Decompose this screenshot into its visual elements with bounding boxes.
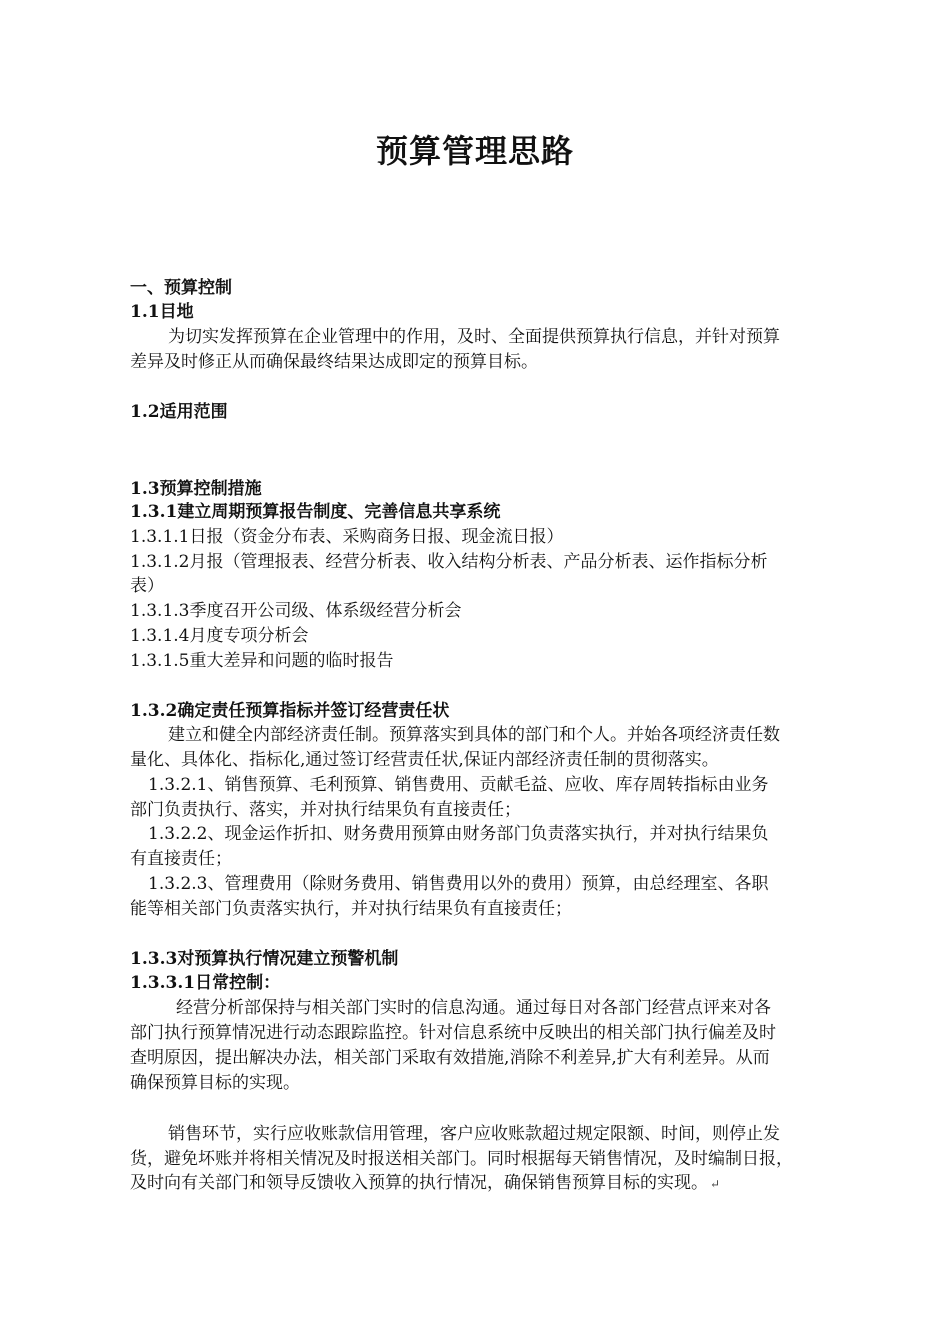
paragraph-line: 能等相关部门负责落实执行，并对执行结果负有直接责任； [130,899,572,919]
paragraph-line: 建立和健全内部经济责任制。预算落实到具体的部门和个人。并始各项经济责任数 [168,725,780,745]
subsection-heading: 1.3.3.1日常控制： [130,973,281,993]
paragraph-line: 销售环节，实行应收账款信用管理，客户应收账款超过规定限额、时间，则停止发 [168,1124,780,1144]
paragraph-line: 1.3.2.1、销售预算、毛利预算、销售费用、贡献毛益、应收、库存周转指标由业务 [148,775,769,795]
subsection-heading: 1.2适用范围 [130,402,228,422]
paragraph-line: 部门执行预算情况进行动态跟踪监控。针对信息系统中反映出的相关部门执行偏差及时 [130,1023,776,1043]
document-title: 预算管理思路 [375,132,574,170]
paragraph-line: 1.3.2.2、现金运作折扣、财务费用预算由财务部门负责落实执行，并对执行结果负 [148,824,769,844]
paragraph-line: 为切实发挥预算在企业管理中的作用，及时、全面提供预算执行信息，并针对预算 [168,327,780,347]
paragraph-text: 及时向有关部门和领导反馈收入预算的执行情况，确保销售预算目标的实现。 [130,1173,708,1193]
subsection-heading: 1.3预算控制措施 [130,479,262,499]
subsection-heading: 1.3.2确定责任预算指标并签订经营责任状 [130,701,450,721]
paragraph-line [130,1171,865,1196]
list-item: 1.3.1.3季度召开公司级、体系级经营分析会 [130,601,462,621]
list-item: 1.3.1.2月报（管理报表、经营分析表、收入结构分析表、产品分析表、运作指标分析 [130,552,768,572]
list-item: 1.3.1.5重大差异和问题的临时报告 [130,651,394,671]
list-item: 1.3.1.4月度专项分析会 [130,626,309,646]
section-heading: 一、预算控制 [130,278,232,298]
paragraph-line: 货，避免坏账并将相关情况及时报送相关部门。同时根据每天销售情况，及时编制日报， [130,1149,793,1169]
list-item: 表） [130,576,164,596]
paragraph-line: 查明原因，提出解决办法，相关部门采取有效措施,消除不利差异,扩大有利差异。从而 [130,1048,770,1068]
paragraph-line: 确保预算目标的实现。 [130,1073,300,1093]
paragraph-line: 量化、具体化、指标化,通过签订经营责任状,保证内部经济责任制的贯彻落实。 [130,750,719,770]
subsection-heading: 1.3.3对预算执行情况建立预警机制 [130,949,399,969]
paragraph-line: 经营分析部保持与相关部门实时的信息沟通。通过每日对各部门经营点评来对各 [176,998,771,1018]
paragraph-line: 有直接责任； [130,849,232,869]
list-item: 1.3.1.1日报（资金分布表、采购商务日报、现金流日报） [130,527,564,547]
subsection-heading: 1.1目地 [130,302,194,322]
paragraph-end-mark: ↵ [710,1177,721,1191]
paragraph-line: 部门负责执行、落实，并对执行结果负有直接责任； [130,800,521,820]
paragraph-line: 差异及时修正从而确保最终结果达成即定的预算目标。 [130,352,538,372]
paragraph-line: 1.3.2.3、管理费用（除财务费用、销售费用以外的费用）预算，由总经理室、各职 [148,874,769,894]
subsection-heading: 1.3.1建立周期预算报告制度、完善信息共享系统 [130,502,501,522]
